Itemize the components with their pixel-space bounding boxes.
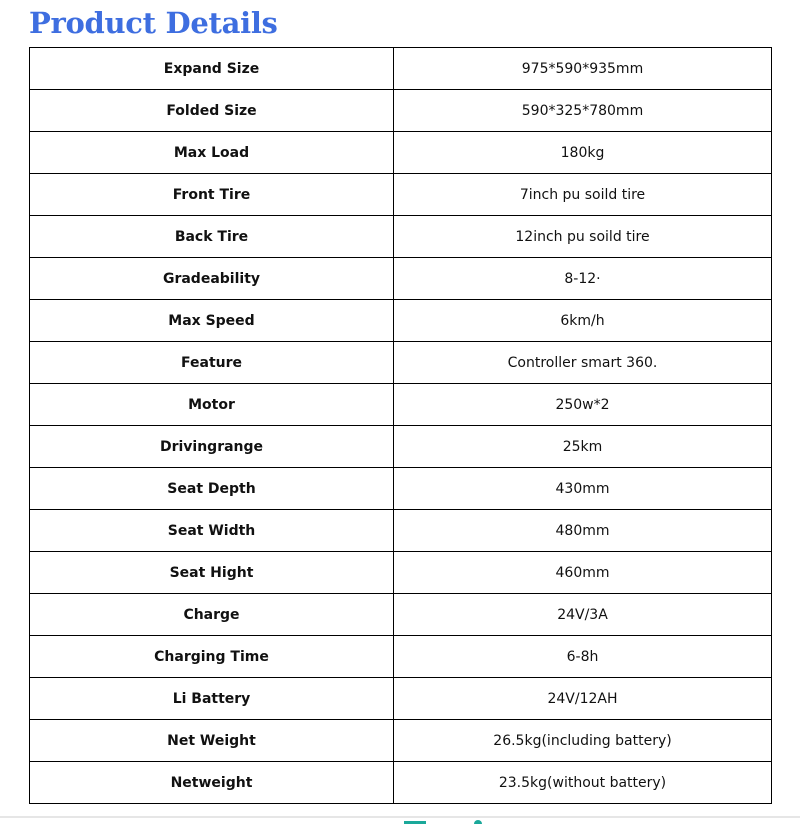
spec-label: Feature	[30, 342, 394, 384]
spec-value: 24V/3A	[394, 594, 772, 636]
table-row	[30, 594, 772, 636]
spec-table-body	[30, 48, 772, 804]
table-row	[30, 90, 772, 132]
spec-label: Seat Width	[30, 510, 394, 552]
spec-value: 24V/12AH	[394, 678, 772, 720]
table-row	[30, 216, 772, 258]
table-row	[30, 636, 772, 678]
spec-label: Expand Size	[30, 48, 394, 90]
spec-value: 12inch pu soild tire	[394, 216, 772, 258]
table-row	[30, 258, 772, 300]
spec-value: 6km/h	[394, 300, 772, 342]
table-row	[30, 384, 772, 426]
spec-label: Gradeability	[30, 258, 394, 300]
spec-label: Li Battery	[30, 678, 394, 720]
spec-value: 23.5kg(without battery)	[394, 762, 772, 804]
spec-value: 430mm	[394, 468, 772, 510]
spec-value: 460mm	[394, 552, 772, 594]
spec-label: Drivingrange	[30, 426, 394, 468]
table-row	[30, 762, 772, 804]
table-row	[30, 426, 772, 468]
spec-label: Front Tire	[30, 174, 394, 216]
table-row	[30, 342, 772, 384]
spec-value: 7inch pu soild tire	[394, 174, 772, 216]
spec-value: 975*590*935mm	[394, 48, 772, 90]
spec-value: 180kg	[394, 132, 772, 174]
spec-value: 590*325*780mm	[394, 90, 772, 132]
decorative-accent-dot	[474, 820, 482, 824]
spec-label: Seat Hight	[30, 552, 394, 594]
spec-value: 250w*2	[394, 384, 772, 426]
table-row	[30, 48, 772, 90]
spec-value: 6-8h	[394, 636, 772, 678]
spec-label: Charging Time	[30, 636, 394, 678]
spec-label: Seat Depth	[30, 468, 394, 510]
spec-label: Max Load	[30, 132, 394, 174]
spec-label: Back Tire	[30, 216, 394, 258]
spec-value: 8-12·	[394, 258, 772, 300]
bottom-divider	[0, 816, 800, 818]
table-row	[30, 174, 772, 216]
table-row	[30, 468, 772, 510]
table-row	[30, 300, 772, 342]
spec-label: Max Speed	[30, 300, 394, 342]
spec-value: 480mm	[394, 510, 772, 552]
spec-label: Motor	[30, 384, 394, 426]
page-title: Product Details	[29, 6, 278, 40]
table-row	[30, 720, 772, 762]
spec-label: Folded Size	[30, 90, 394, 132]
spec-label: Netweight	[30, 762, 394, 804]
table-row	[30, 510, 772, 552]
table-row	[30, 132, 772, 174]
spec-label: Charge	[30, 594, 394, 636]
table-row	[30, 552, 772, 594]
spec-value: Controller smart 360.	[394, 342, 772, 384]
spec-value: 26.5kg(including battery)	[394, 720, 772, 762]
product-spec-table	[29, 47, 772, 804]
table-row	[30, 678, 772, 720]
spec-value: 25km	[394, 426, 772, 468]
spec-label: Net Weight	[30, 720, 394, 762]
